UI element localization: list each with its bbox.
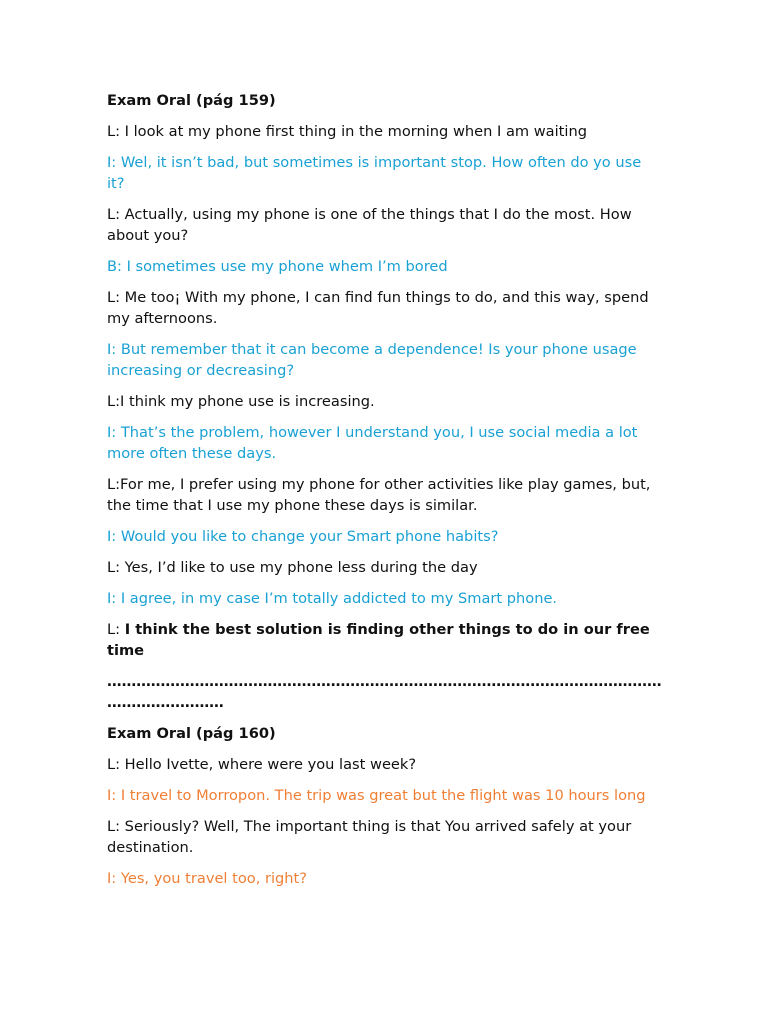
dialogue-line: I: I agree, in my case I’m totally addicted to my Smart phone. — [107, 590, 558, 607]
dialogue-line: B: I sometimes use my phone whem I’m bored — [107, 258, 448, 275]
dialogue-line: I: Wel, it isn’t bad, but sometimes is important stop. How often do yo use it? — [107, 154, 642, 192]
dotted-separator: ………………………………………………………………………………………………………………………… — [107, 673, 662, 711]
section2-heading: Exam Oral (pág 160) — [107, 725, 276, 742]
dialogue-line: I: But remember that it can become a dependence! Is your phone usage increasing or decreasing? — [107, 341, 637, 379]
dialogue-line: L: Seriously? Well, The important thing is that You arrived safely at your destination. — [107, 818, 632, 856]
final-line-prefix: L: — [107, 621, 125, 638]
dialogue-line: I: I travel to Morropon. The trip was great but the flight was 10 hours long — [107, 787, 646, 804]
final-line-bold: I think the best solution is finding other things to do in our free time — [107, 621, 650, 659]
dialogue-line: L: I look at my phone first thing in the morning when I am waiting — [107, 123, 587, 140]
final-line — [107, 619, 663, 661]
dialogue-line: L:I think my phone use is increasing. — [107, 393, 375, 410]
dialogue-line: I: Would you like to change your Smart phone habits? — [107, 528, 499, 545]
dialogue-line: I: That’s the problem, however I understand you, I use social media a lot more often these days. — [107, 424, 638, 462]
document-page — [107, 90, 663, 899]
dialogue-line: L: Hello Ivette, where were you last week? — [107, 756, 417, 773]
dialogue-line: L: Actually, using my phone is one of the things that I do the most. How about you? — [107, 206, 632, 244]
dialogue-line: I: Yes, you travel too, right? — [107, 870, 308, 887]
dialogue-line: L:For me, I prefer using my phone for other activities like play games, but, the time that I use my phone these days is similar. — [107, 476, 651, 514]
dialogue-line: L: Yes, I’d like to use my phone less during the day — [107, 559, 478, 576]
section1-heading: Exam Oral (pág 159) — [107, 92, 276, 109]
dialogue-line: L: Me too¡ With my phone, I can find fun things to do, and this way, spend my afternoons. — [107, 289, 649, 327]
